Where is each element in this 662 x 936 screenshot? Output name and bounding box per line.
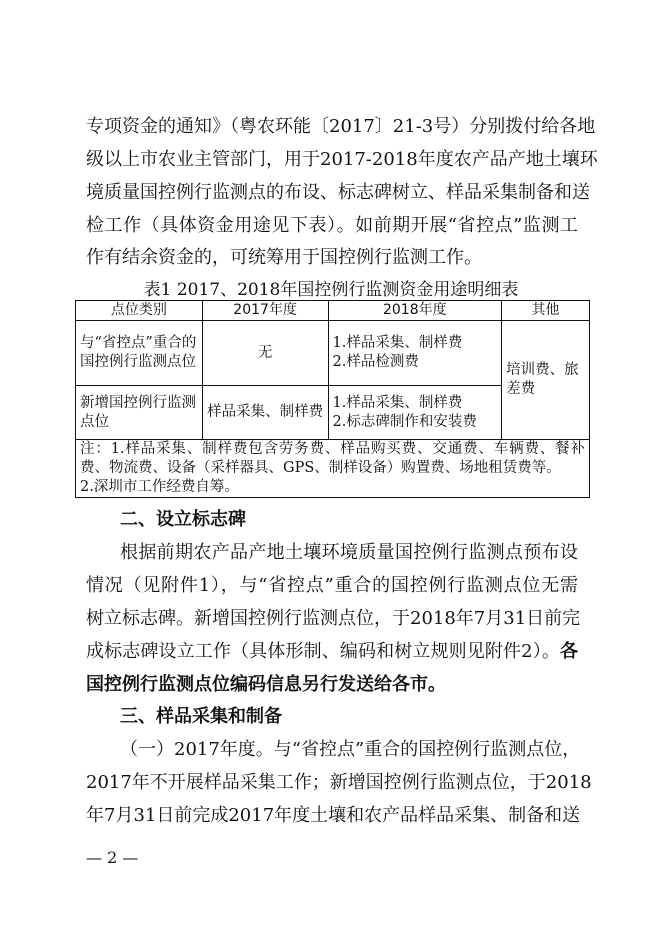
table-row — [76, 321, 590, 386]
table-caption: 表1 2017、2018年国控例行监测资金用途明细表 — [143, 280, 519, 300]
bold-text: 各 — [560, 641, 578, 662]
body-text-line: 专项资金的通知》（粤农环能〔2017〕21-3号）分别拨付给各地 — [86, 116, 596, 137]
body-text-line: （一）2017年度。与“省控点”重合的国控例行监测点位， — [120, 739, 581, 760]
body-text-line — [86, 641, 578, 663]
body-text-line: 检工作（具体资金用途见下表）。如前期开展“省控点”监测工 — [86, 215, 578, 236]
funding-table — [75, 300, 590, 498]
body-text-line: 情况（见附件1），与“省控点”重合的国控例行监测点位无需 — [86, 575, 578, 596]
cell-2017: 样品采集、制样费 — [202, 386, 328, 440]
cell-line: 1.样品采集、制样费 — [332, 394, 463, 411]
body-text-line — [86, 674, 578, 696]
cell-type: 与“省控点”重合的国控例行监测点位 — [76, 321, 203, 386]
body-text-line: 境质量国控例行监测点的布设、标志碑树立、样品采集制备和送 — [86, 182, 590, 203]
section-heading: 三、样品采集和制备 — [120, 706, 282, 727]
cell-line: 1.样品采集、制样费 — [332, 335, 463, 351]
page-number: — 2 — — [86, 848, 139, 867]
header-cell: 2018年度 — [328, 301, 502, 321]
line-text: 成标志碑设立工作（具体形制、编码和树立规则见附件2）。 — [86, 641, 560, 662]
body-text-line: 根据前期农产品产地土壤环境质量国控例行监测点预布设 — [120, 542, 578, 563]
section-heading: 二、设立标志碑 — [120, 509, 246, 530]
note-text: 注：1.样品采集、制样费包含劳务费、样品购买费、交通费、车辆费、餐补费、物流费、设备（采样器具、GPS、制样设备）购置费、场地租赁费等。 — [80, 441, 585, 476]
cell-other: 培训费、旅差费 — [502, 321, 590, 440]
body-text-line: 级以上市农业主管部门，用于2017-2018年度农产品产地土壤环 — [86, 149, 598, 170]
header-cell: 点位类别 — [76, 301, 203, 321]
body-text-line: 2017年不开展样品采集工作；新增国控例行监测点位，于2018 — [86, 772, 592, 793]
table-header-row — [76, 301, 590, 321]
cell-2018 — [328, 386, 502, 440]
cell-line: 2.标志碑制作和安装费 — [332, 413, 477, 430]
cell-2017: 无 — [202, 321, 328, 386]
header-cell: 2017年度 — [202, 301, 328, 321]
body-text-line: 树立标志碑。新增国控例行监测点位，于2018年7月31日前完 — [86, 608, 581, 629]
table-notes-row — [76, 440, 590, 498]
note-text: 2.深圳市工作经费自筹。 — [80, 479, 239, 495]
cell-type: 新增国控例行监测点位 — [76, 386, 203, 440]
notes-cell — [76, 440, 590, 498]
bold-text: 国控例行监测点位编码信息另行发送给各市。 — [86, 674, 446, 695]
body-text-line: 年7月31日前完成2017年度土壤和农产品样品采集、制备和送 — [86, 805, 581, 826]
body-text-line: 作有结余资金的，可统筹用于国控例行监测工作。 — [86, 247, 482, 268]
cell-line: 2.样品检测费 — [332, 354, 419, 370]
header-cell: 其他 — [502, 301, 590, 321]
cell-2018 — [328, 321, 502, 386]
